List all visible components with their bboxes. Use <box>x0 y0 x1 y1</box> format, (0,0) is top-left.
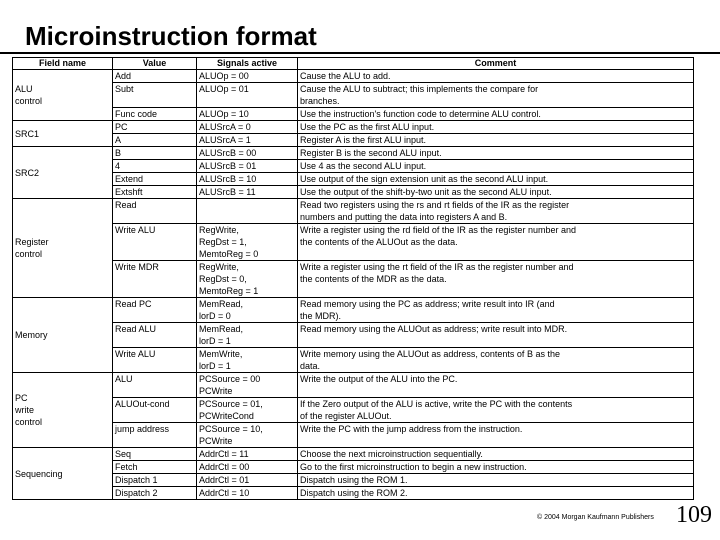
table-row <box>13 398 694 423</box>
comment-cell <box>298 173 694 186</box>
value-cell: Extend <box>113 173 197 186</box>
value-cell: Write MDR <box>113 261 197 298</box>
comment-line: Dispatch using the ROM 1. <box>300 475 408 485</box>
comment-line: Use the instruction's function code to determine ALU control. <box>300 109 541 119</box>
signal-line: ALUSrcA = 0 <box>199 122 251 132</box>
value-cell: jump address <box>113 423 197 448</box>
signal-line: MemtoReg = 0 <box>199 249 259 259</box>
comment-line: Read memory using the PC as address; write result into IR (and <box>300 299 555 309</box>
comment-line: Read two registers using the rs and rt fields of the IR as the register <box>300 200 570 210</box>
table-row <box>13 261 694 298</box>
comment-cell <box>298 121 694 134</box>
comment-line: the contents of the ALUOut as the data. <box>300 237 458 247</box>
table-row <box>13 70 694 83</box>
value-cell: Write ALU <box>113 348 197 373</box>
signals-cell <box>197 373 298 398</box>
comment-line: Choose the next microinstruction sequentially. <box>300 449 483 459</box>
value-cell: B <box>113 147 197 160</box>
signal-line: RegWrite, <box>199 262 239 272</box>
signal-line: ALUOp = 00 <box>199 71 249 81</box>
signal-line: MemWrite, <box>199 349 243 359</box>
signal-line: ALUSrcB = 10 <box>199 174 257 184</box>
signal-line: ALUSrcA = 1 <box>199 135 251 145</box>
table-row <box>13 160 694 173</box>
table-row <box>13 199 694 224</box>
comment-cell <box>298 461 694 474</box>
table-row <box>13 173 694 186</box>
value-cell: Dispatch 1 <box>113 474 197 487</box>
comment-line: Write a register using the rd field of the IR as the register number and <box>300 225 576 235</box>
table-row <box>13 121 694 134</box>
signal-line: PCSource = 01, <box>199 399 263 409</box>
value-cell: Func code <box>113 108 197 121</box>
table-row <box>13 423 694 448</box>
comment-line: Cause the ALU to add. <box>300 71 391 81</box>
signal-line: PCSource = 00 <box>199 374 261 384</box>
table-row <box>13 461 694 474</box>
comment-line: Write the output of the ALU into the PC. <box>300 374 458 384</box>
signals-cell <box>197 83 298 108</box>
value-cell: Dispatch 2 <box>113 487 197 500</box>
table-row <box>13 448 694 461</box>
field-name-cell: SRC2 <box>13 147 113 199</box>
comment-line: Register A is the first ALU input. <box>300 135 427 145</box>
comment-cell <box>298 70 694 83</box>
value-cell: Fetch <box>113 461 197 474</box>
table-row <box>13 323 694 348</box>
field-name-cell: ALU control <box>13 70 113 121</box>
comment-cell <box>298 448 694 461</box>
comment-line: of the register ALUOut. <box>300 411 392 421</box>
table-row <box>13 83 694 108</box>
signal-line: AddrCtl = 11 <box>199 449 249 459</box>
signal-line: AddrCtl = 00 <box>199 462 250 472</box>
signals-cell <box>197 323 298 348</box>
signal-line: PCWriteCond <box>199 411 254 421</box>
comment-cell <box>298 487 694 500</box>
field-name-cell: Register control <box>13 199 113 298</box>
signals-cell <box>197 423 298 448</box>
value-cell: 4 <box>113 160 197 173</box>
table-row <box>13 134 694 147</box>
signals-cell <box>197 173 298 186</box>
table-row <box>13 474 694 487</box>
signals-cell <box>197 261 298 298</box>
field-name-cell: Memory <box>13 298 113 373</box>
signals-cell <box>197 448 298 461</box>
value-cell: ALUOut-cond <box>113 398 197 423</box>
comment-line: Dispatch using the ROM 2. <box>300 488 408 498</box>
signals-cell <box>197 298 298 323</box>
comment-cell <box>298 186 694 199</box>
signal-line: ALUSrcB = 00 <box>199 148 257 158</box>
comment-line: Use the output of the shift-by-two unit as the second ALU input. <box>300 187 552 197</box>
comment-line: Use the PC as the first ALU input. <box>300 122 435 132</box>
comment-cell <box>298 83 694 108</box>
comment-line: Write memory using the ALUOut as address, contents of B as the <box>300 349 560 359</box>
comment-line: Use output of the sign extension unit as the second ALU input. <box>300 174 549 184</box>
copyright-footer: © 2004 Morgan Kaufmann Publishers <box>537 514 654 521</box>
value-cell: PC <box>113 121 197 134</box>
signal-line: lorD = 0 <box>199 311 231 321</box>
comment-cell <box>298 199 694 224</box>
signals-cell <box>197 398 298 423</box>
signals-cell <box>197 160 298 173</box>
table-row <box>13 186 694 199</box>
signals-cell <box>197 474 298 487</box>
comment-cell <box>298 160 694 173</box>
value-cell: ALU <box>113 373 197 398</box>
field-name-cell: PC write control <box>13 373 113 448</box>
signal-line: PCWrite <box>199 386 233 396</box>
header-value: Value <box>113 58 197 70</box>
signals-cell <box>197 199 298 224</box>
signals-cell <box>197 108 298 121</box>
comment-line: Read memory using the ALUOut as address; write result into MDR. <box>300 324 568 334</box>
signal-line: MemRead, <box>199 324 244 334</box>
signal-line: ALUOp = 10 <box>199 109 249 119</box>
signals-cell <box>197 348 298 373</box>
header-comment: Comment <box>298 58 694 70</box>
header-signals-active: Signals active <box>197 58 298 70</box>
comment-line: If the Zero output of the ALU is active, write the PC with the contents <box>300 399 573 409</box>
signal-line: ALUOp = 01 <box>199 84 249 94</box>
comment-line: Cause the ALU to subtract; this implements the compare for <box>300 84 539 94</box>
comment-cell <box>298 147 694 160</box>
table-header-row <box>13 58 694 70</box>
comment-cell <box>298 261 694 298</box>
comment-line: data. <box>300 361 321 371</box>
comment-cell <box>298 134 694 147</box>
value-cell: Seq <box>113 448 197 461</box>
comment-cell <box>298 108 694 121</box>
signal-line: lorD = 1 <box>199 361 231 371</box>
microinstruction-table <box>12 57 694 500</box>
value-cell: Add <box>113 70 197 83</box>
signal-line: RegDst = 1, <box>199 237 247 247</box>
comment-line: Write the PC with the jump address from the instruction. <box>300 424 523 434</box>
signal-line: PCSource = 10, <box>199 424 263 434</box>
comment-cell <box>298 474 694 487</box>
comment-line: the MDR). <box>300 311 342 321</box>
page-number: 109 <box>676 502 712 528</box>
comment-line: Go to the first microinstruction to begin a new instruction. <box>300 462 527 472</box>
table-row <box>13 108 694 121</box>
table-row <box>13 348 694 373</box>
signals-cell <box>197 224 298 261</box>
signal-line: MemRead, <box>199 299 244 309</box>
value-cell: A <box>113 134 197 147</box>
signal-line: AddrCtl = 01 <box>199 475 250 485</box>
table-body <box>13 70 694 500</box>
value-cell: Subt <box>113 83 197 108</box>
comment-cell <box>298 348 694 373</box>
signal-line: PCWrite <box>199 436 233 446</box>
signals-cell <box>197 70 298 83</box>
comment-line: branches. <box>300 96 340 106</box>
signals-cell <box>197 134 298 147</box>
signal-line: RegDst = 0, <box>199 274 247 284</box>
field-name-cell: SRC1 <box>13 121 113 147</box>
header-field-name: Field name <box>13 58 113 70</box>
table-row <box>13 373 694 398</box>
title-divider <box>0 52 720 54</box>
comment-cell <box>298 224 694 261</box>
signals-cell <box>197 147 298 160</box>
comment-line: Use 4 as the second ALU input. <box>300 161 427 171</box>
signals-cell <box>197 487 298 500</box>
table-row <box>13 224 694 261</box>
signals-cell <box>197 461 298 474</box>
signal-line: ALUSrcB = 11 <box>199 187 256 197</box>
signal-line: lorD = 1 <box>199 336 231 346</box>
comment-line: Register B is the second ALU input. <box>300 148 442 158</box>
signal-line: RegWrite, <box>199 225 239 235</box>
table-row <box>13 147 694 160</box>
signal-line: AddrCtl = 10 <box>199 488 250 498</box>
table-row <box>13 487 694 500</box>
comment-cell <box>298 373 694 398</box>
value-cell: Read ALU <box>113 323 197 348</box>
comment-cell <box>298 323 694 348</box>
signals-cell <box>197 121 298 134</box>
signal-line: ALUSrcB = 01 <box>199 161 257 171</box>
comment-line: numbers and putting the data into registers A and B. <box>300 212 508 222</box>
comment-cell <box>298 298 694 323</box>
signals-cell <box>197 186 298 199</box>
comment-cell <box>298 398 694 423</box>
comment-line: the contents of the MDR as the data. <box>300 274 447 284</box>
comment-line: Write a register using the rt field of the IR as the register number and <box>300 262 574 272</box>
value-cell: Read PC <box>113 298 197 323</box>
table-row <box>13 298 694 323</box>
comment-cell <box>298 423 694 448</box>
value-cell: Write ALU <box>113 224 197 261</box>
value-cell: Read <box>113 199 197 224</box>
field-name-cell: Sequencing <box>13 448 113 500</box>
slide-title: Microinstruction format <box>25 21 317 51</box>
value-cell: Extshft <box>113 186 197 199</box>
signal-line: MemtoReg = 1 <box>199 286 259 296</box>
